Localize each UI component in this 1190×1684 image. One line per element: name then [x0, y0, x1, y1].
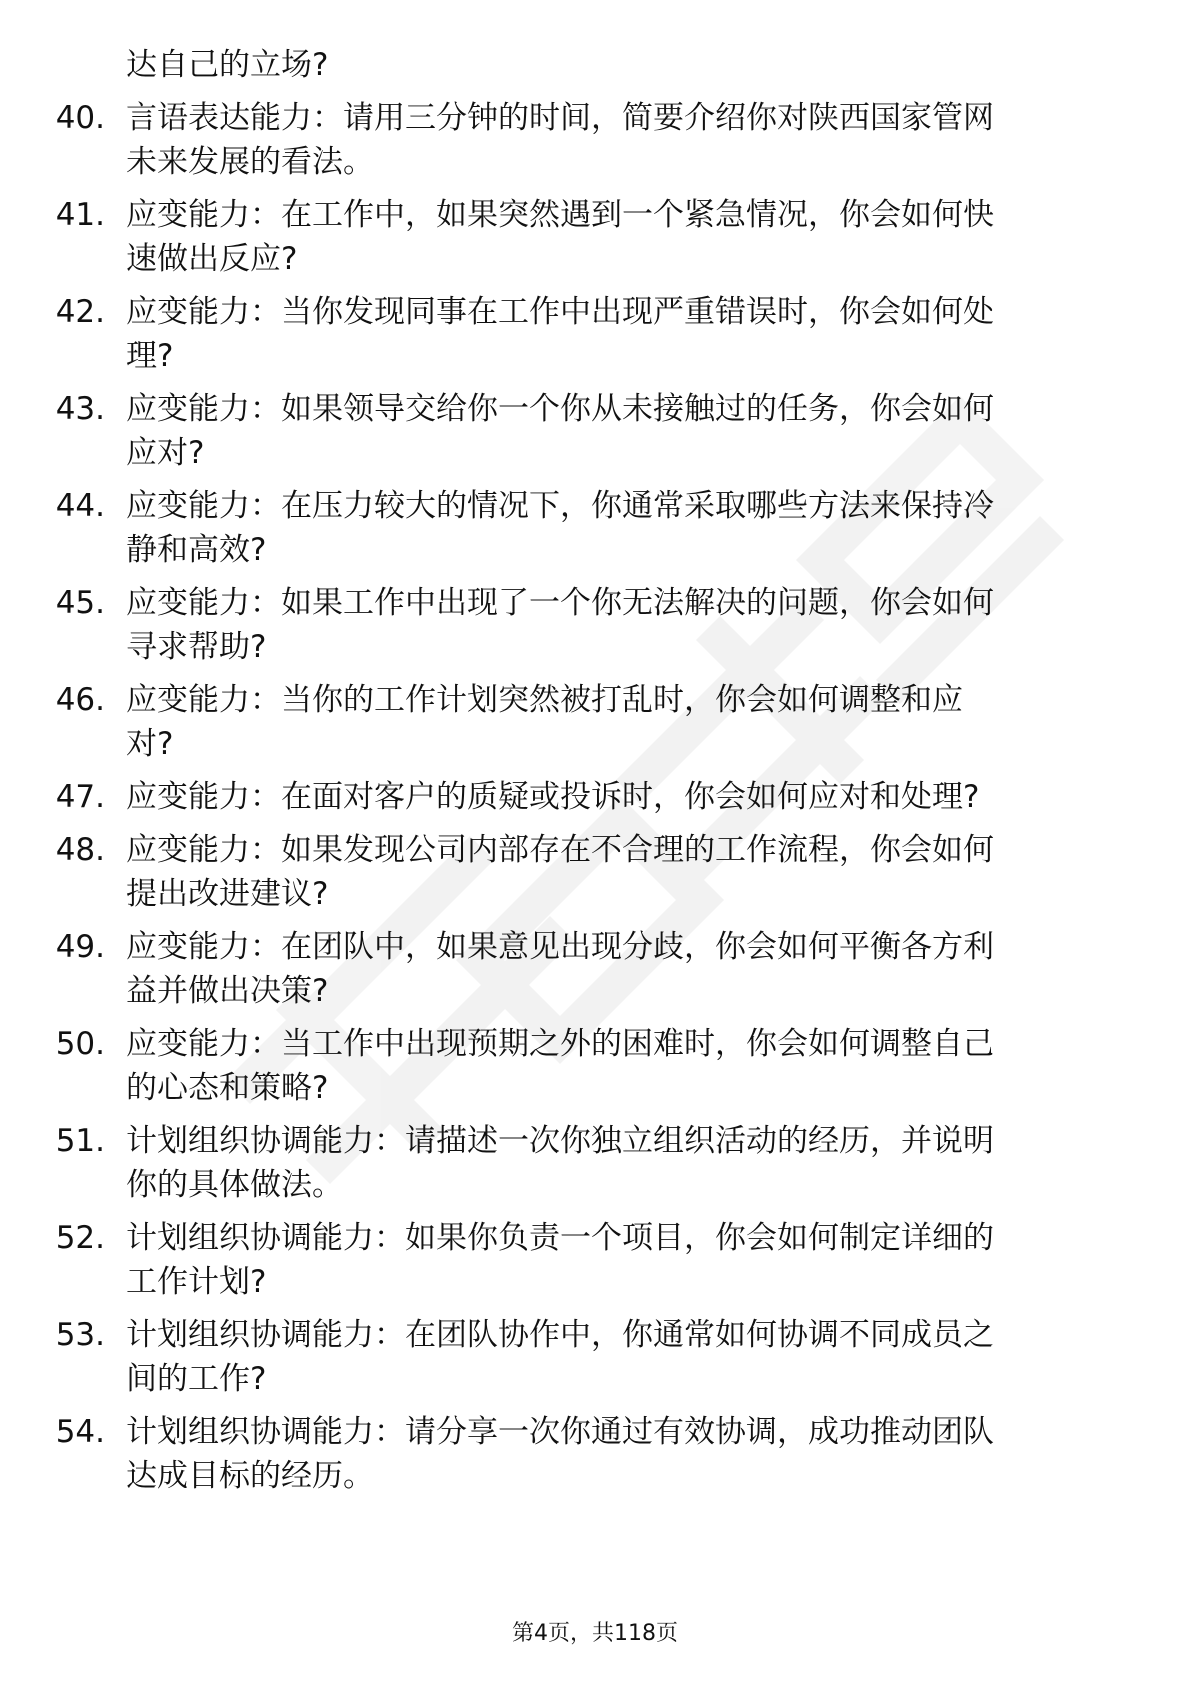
question-text-line: 速做出反应?: [126, 241, 298, 277]
question-number: 54.: [55, 1414, 105, 1450]
question-text-line: 应变能力：在压力较大的情况下，你通常采取哪些方法来保持冷: [126, 488, 994, 524]
question-text-line: 应变能力：如果领导交给你一个你从未接触过的任务，你会如何: [126, 391, 994, 427]
question-text-line: 应变能力：在工作中，如果突然遇到一个紧急情况，你会如何快: [126, 197, 994, 233]
question-item: [0, 96, 1190, 184]
question-text-line: 间的工作?: [126, 1361, 267, 1397]
question-text-line: 的心态和策略?: [126, 1070, 329, 1106]
question-item: [0, 775, 1190, 819]
question-number: 40.: [55, 100, 105, 136]
question-item: [0, 1022, 1190, 1110]
page-footer: 第4页，共118页: [512, 1621, 678, 1646]
question-text-line: 应变能力：在面对客户的质疑或投诉时，你会如何应对和处理?: [126, 779, 980, 815]
question-text-line: 应变能力：在团队中，如果意见出现分歧，你会如何平衡各方利: [126, 929, 994, 965]
question-item: [0, 1410, 1190, 1498]
question-number: 53.: [55, 1317, 105, 1353]
question-text-line: 应对?: [126, 435, 205, 471]
question-item: [0, 290, 1190, 378]
question-text-line: 应变能力：如果工作中出现了一个你无法解决的问题，你会如何: [126, 585, 994, 621]
question-number: 43.: [55, 391, 105, 427]
question-number: 49.: [55, 929, 105, 965]
question-text-line: 计划组织协调能力：如果你负责一个项目，你会如何制定详细的: [126, 1220, 994, 1256]
question-item: [0, 43, 1190, 87]
question-text-line: 未来发展的看法。: [126, 144, 374, 180]
question-text-line: 益并做出决策?: [126, 973, 329, 1009]
question-item: [0, 387, 1190, 475]
question-item: [0, 828, 1190, 916]
question-number: 41.: [55, 197, 105, 233]
question-text-line: 寻求帮助?: [126, 629, 267, 665]
question-text-line: 对?: [126, 726, 174, 762]
question-text-line: 应变能力：当工作中出现预期之外的困难时，你会如何调整自己: [126, 1026, 994, 1062]
question-text-line: 应变能力：如果发现公司内部存在不合理的工作流程，你会如何: [126, 832, 994, 868]
question-item: [0, 678, 1190, 766]
question-text-line: 达成目标的经历。: [126, 1458, 374, 1494]
question-item: [0, 1119, 1190, 1207]
question-text-line: 计划组织协调能力：在团队协作中，你通常如何协调不同成员之: [126, 1317, 994, 1353]
question-item: [0, 581, 1190, 669]
question-number: 47.: [55, 779, 105, 815]
question-item: [0, 484, 1190, 572]
question-number: 48.: [55, 832, 105, 868]
question-text-line: 计划组织协调能力：请分享一次你通过有效协调，成功推动团队: [126, 1414, 994, 1450]
question-item: [0, 925, 1190, 1013]
question-number: 45.: [55, 585, 105, 621]
question-text-line: 应变能力：当你发现同事在工作中出现严重错误时，你会如何处: [126, 294, 994, 330]
question-number: 44.: [55, 488, 105, 524]
question-text-line: 言语表达能力：请用三分钟的时间，简要介绍你对陕西国家管网: [126, 100, 994, 136]
question-text-line: 工作计划?: [126, 1264, 267, 1300]
question-text-line: 达自己的立场?: [126, 47, 329, 83]
question-text-line: 应变能力：当你的工作计划突然被打乱时，你会如何调整和应: [126, 682, 963, 718]
question-number: 51.: [55, 1123, 105, 1159]
question-number: 50.: [55, 1026, 105, 1062]
question-number: 52.: [55, 1220, 105, 1256]
question-item: [0, 193, 1190, 281]
question-text-line: 静和高效?: [126, 532, 267, 568]
question-text-line: 提出改进建议?: [126, 876, 329, 912]
question-item: [0, 1216, 1190, 1304]
question-number: 46.: [55, 682, 105, 718]
question-item: [0, 1313, 1190, 1401]
question-number: 42.: [55, 294, 105, 330]
question-text-line: 理?: [126, 338, 174, 374]
question-text-line: 你的具体做法。: [126, 1167, 343, 1203]
question-text-line: 计划组织协调能力：请描述一次你独立组织活动的经历，并说明: [126, 1123, 994, 1159]
